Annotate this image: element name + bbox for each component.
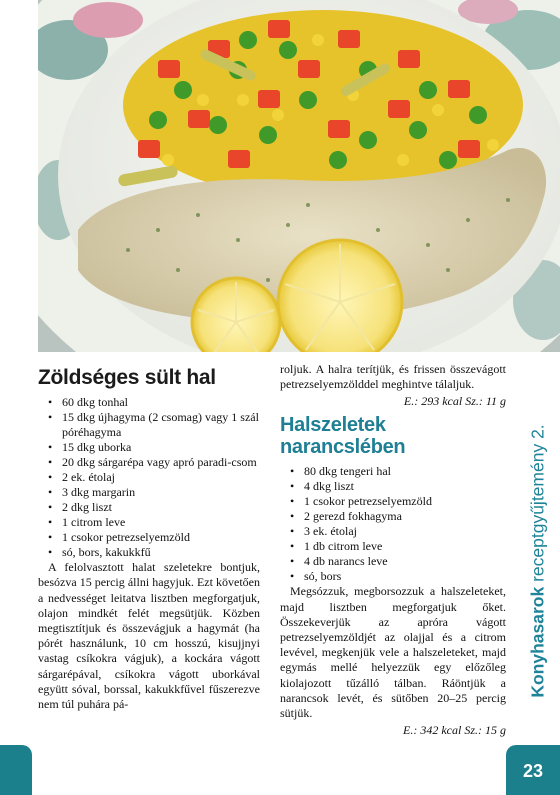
book-title-bold: Konyhasarok (527, 586, 548, 698)
ingredient-item: • 2 dkg liszt (38, 500, 260, 515)
ingredient-item: • só, bors (280, 569, 506, 584)
page-number: 23 (522, 761, 544, 781)
recipe2-method: Megsózzuk, megborsozzuk a halszeleteket, majd lisztben megforgatjuk őket. Összekeverjük az apróra vágott petrezselyemzöldjét az olajjal és a citrom levével, megkenjük vele a halszeleteket, majd egymás mellé helyezzük egy előzőleg kiolajozott tűzálló tálban. Ráöntjük a narancsok levét, és sütőben 20–25 percig sütjük. (280, 584, 506, 721)
dish-photo (38, 0, 560, 352)
ingredient-item: • 2 ek. étolaj (38, 470, 260, 485)
ingredient-item: • 3 dkg margarin (38, 485, 260, 500)
ingredient-item: • 4 db narancs leve (280, 554, 506, 569)
ingredient-item: • 1 citrom leve (38, 515, 260, 530)
recipe2-nutrition: E.: 342 kcal Sz.: 15 g (403, 723, 506, 738)
ingredient-item: • 1 db citrom leve (280, 539, 506, 554)
footer-tab-left (0, 745, 32, 795)
ingredient-item: • só, bors, kakukkfű (38, 545, 260, 560)
ingredient-item: • 1 csokor petrezselyemzöld (38, 530, 260, 545)
page-number-tab (506, 745, 560, 795)
recipe1-nutrition: E.: 293 kcal Sz.: 11 g (403, 394, 506, 409)
recipe2-ingredients (280, 464, 506, 584)
book-title-normal: receptgyűjtemény 2. (527, 424, 548, 582)
ingredient-item: • 15 dkg újhagyma (2 csomag) vagy 1 szál póréhagyma (38, 410, 260, 440)
recipe1-method: A felolvasztott halat szeletekre bontjuk, besózva 15 percig állni hagyjuk. Ezt követően a nedvességet leitatva lisztben megforgatjuk, olajon mindkét felét megsütjük. Közben megtisztítjuk és összevágjuk a hagymát (ha pórét használunk, 10 cm hosszú, kisujjnyi vastag csíkokra vágjuk), a kockára vágott sárgarépával, csíkokra vágott uborkával együtt sóval, borssal, kakukkfűvel fűszerezve nem túl puhára pá- (38, 560, 260, 711)
ingredient-item: • 80 dkg tengeri hal (280, 464, 506, 479)
recipe2-title: Halszeletek narancslében (280, 414, 406, 459)
recipe1-ingredients (38, 395, 260, 560)
ingredient-item: • 1 csokor petrezselyemzöld (280, 494, 506, 509)
left-column (38, 362, 260, 712)
right-column (280, 362, 506, 741)
ingredient-item: • 20 dkg sárgarépa vagy apró paradi-csom (38, 455, 260, 470)
ingredient-item: • 60 dkg tonhal (38, 395, 260, 410)
ingredient-item: • 2 gerezd fokhagyma (280, 509, 506, 524)
ingredient-item: • 15 dkg uborka (38, 440, 260, 455)
recipe1-method-continued: roljuk. A halra terítjük, és frissen összevágott petrezselyemzölddel meghintve tálaljuk. (280, 362, 506, 392)
recipe1-title: Zöldséges sült hal (38, 366, 216, 389)
book-title-side-label (518, 396, 558, 726)
ingredient-item: • 4 dkg liszt (280, 479, 506, 494)
ingredient-item: • 3 ek. étolaj (280, 524, 506, 539)
